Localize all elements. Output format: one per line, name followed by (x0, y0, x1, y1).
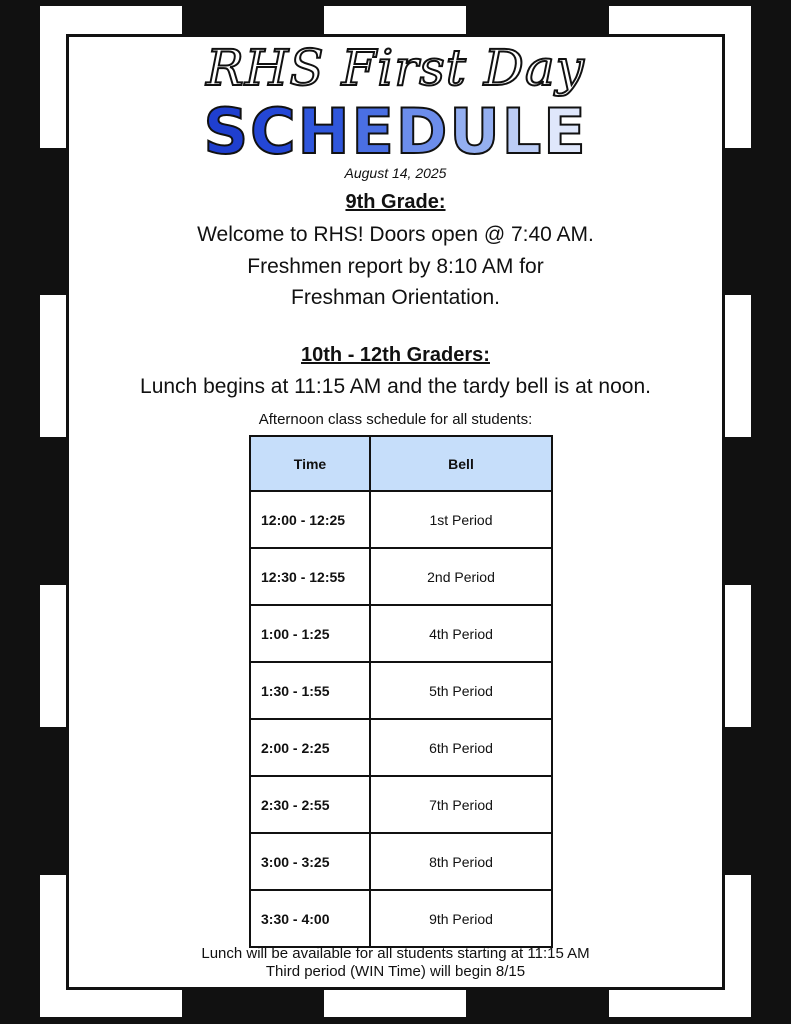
border-block (40, 585, 66, 727)
schedule-letter: C (250, 95, 298, 168)
schedule-letter: S (203, 95, 251, 168)
bell-cell: 8th Period (370, 833, 552, 890)
ninth-line-2: Freshmen report by 8:10 AM for (247, 255, 544, 278)
table-row (250, 776, 552, 833)
time-cell: 2:30 - 2:55 (250, 776, 370, 833)
schedule-table (249, 435, 553, 948)
bell-cell: 5th Period (370, 662, 552, 719)
ninth-line-1: Welcome to RHS! Doors open @ 7:40 AM. (197, 223, 594, 246)
header-time: Time (250, 436, 370, 491)
afternoon-caption: Afternoon class schedule for all students: (258, 411, 533, 428)
time-cell: 12:30 - 12:55 (250, 548, 370, 605)
title-schedule (69, 95, 722, 168)
title-script: RHS First Day (206, 39, 585, 97)
border-block (324, 990, 466, 1017)
schedule-letter: U (449, 95, 502, 168)
table-row (250, 890, 552, 947)
flyer-frame (66, 34, 725, 990)
border-block (725, 295, 751, 437)
table-row (250, 719, 552, 776)
table-row (250, 491, 552, 548)
time-cell: 1:00 - 1:25 (250, 605, 370, 662)
schedule-letter: D (395, 95, 450, 168)
table-row (250, 662, 552, 719)
time-cell: 3:00 - 3:25 (250, 833, 370, 890)
upper-line: Lunch begins at 11:15 AM and the tardy bell is at noon. (140, 375, 651, 398)
border-block (40, 295, 66, 437)
border-block (324, 6, 466, 34)
bell-cell: 9th Period (370, 890, 552, 947)
table-header-row (250, 436, 552, 491)
ninth-grade-heading: 9th Grade: (345, 191, 446, 213)
table-row (250, 833, 552, 890)
table-row (250, 605, 552, 662)
border-block (725, 585, 751, 727)
bell-cell: 2nd Period (370, 548, 552, 605)
time-cell: 3:30 - 4:00 (250, 890, 370, 947)
schedule-letter: E (543, 95, 588, 168)
schedule-letter: E (351, 95, 396, 168)
time-cell: 2:00 - 2:25 (250, 719, 370, 776)
table-row (250, 548, 552, 605)
bell-cell: 1st Period (370, 491, 552, 548)
time-cell: 12:00 - 12:25 (250, 491, 370, 548)
schedule-letter: L (501, 95, 544, 168)
bell-cell: 4th Period (370, 605, 552, 662)
bell-cell: 7th Period (370, 776, 552, 833)
footer-line-1: Lunch will be available for all students starting at 11:15 AM (201, 945, 590, 962)
date: August 14, 2025 (344, 165, 447, 181)
schedule-letter: H (297, 95, 352, 168)
time-cell: 1:30 - 1:55 (250, 662, 370, 719)
bell-cell: 6th Period (370, 719, 552, 776)
header-bell: Bell (370, 436, 552, 491)
ninth-line-3: Freshman Orientation. (291, 286, 500, 309)
upper-grades-heading: 10th - 12th Graders: (301, 344, 490, 366)
footer-line-2: Third period (WIN Time) will begin 8/15 (265, 963, 526, 980)
